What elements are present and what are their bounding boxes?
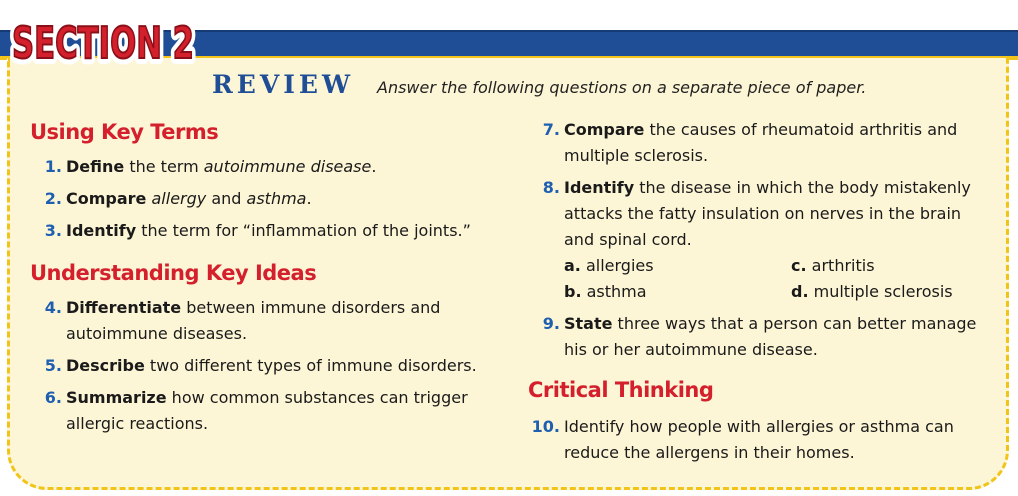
question-4: 4. Differentiate between immune disorders and autoimmune diseases. xyxy=(30,295,500,347)
question-2: 2. Compare allergy and asthma. xyxy=(30,186,500,212)
question-number: 8. xyxy=(542,178,560,197)
option-d: d. multiple sclerosis xyxy=(791,282,953,301)
option-c: c. arthritis xyxy=(791,256,875,275)
question-10: 10. Identify how people with allergies or asthma can reduce the allergens in their homes. xyxy=(528,414,998,466)
section-badge-outline: SECTION 2 xyxy=(12,18,194,69)
section-badge-shadow: SECTION 2 xyxy=(12,18,194,69)
review-instructions: Answer the following questions on a separate piece of paper. xyxy=(377,78,867,97)
option-a: a. allergies xyxy=(564,256,654,275)
question-number: 2. xyxy=(44,189,62,208)
question-number: 1. xyxy=(44,157,62,176)
question-number: 10. xyxy=(531,417,560,436)
section-badge xyxy=(6,4,202,70)
question-9: 9. State three ways that a person can better manage his or her autoimmune disease. xyxy=(528,311,998,363)
question-8: 8. Identify the disease in which the body mistakenly attacks the fatty insulation on nerves in the brain and spinal cord. xyxy=(528,175,998,253)
option-b: b. asthma xyxy=(564,282,647,301)
question-3: 3. Identify the term for “inflammation of the joints.” xyxy=(30,218,500,244)
heading-using-key-terms: Using Key Terms xyxy=(30,120,219,144)
review-title: REVIEW xyxy=(212,70,355,99)
question-number: 7. xyxy=(542,120,560,139)
question-number: 4. xyxy=(44,298,62,317)
question-number: 9. xyxy=(542,314,560,333)
question-5: 5. Describe two different types of immune disorders. xyxy=(30,353,500,379)
question-7: 7. Compare the causes of rheumatoid arthritis and multiple sclerosis. xyxy=(528,117,998,169)
heading-understanding-key-ideas: Understanding Key Ideas xyxy=(30,261,317,285)
question-number: 6. xyxy=(44,388,62,407)
question-number: 5. xyxy=(44,356,62,375)
heading-critical-thinking: Critical Thinking xyxy=(528,378,714,402)
question-1: 1. Define the term autoimmune disease. xyxy=(30,154,500,180)
question-6: 6. Summarize how common substances can trigger allergic reactions. xyxy=(30,385,500,437)
question-number: 3. xyxy=(44,221,62,240)
